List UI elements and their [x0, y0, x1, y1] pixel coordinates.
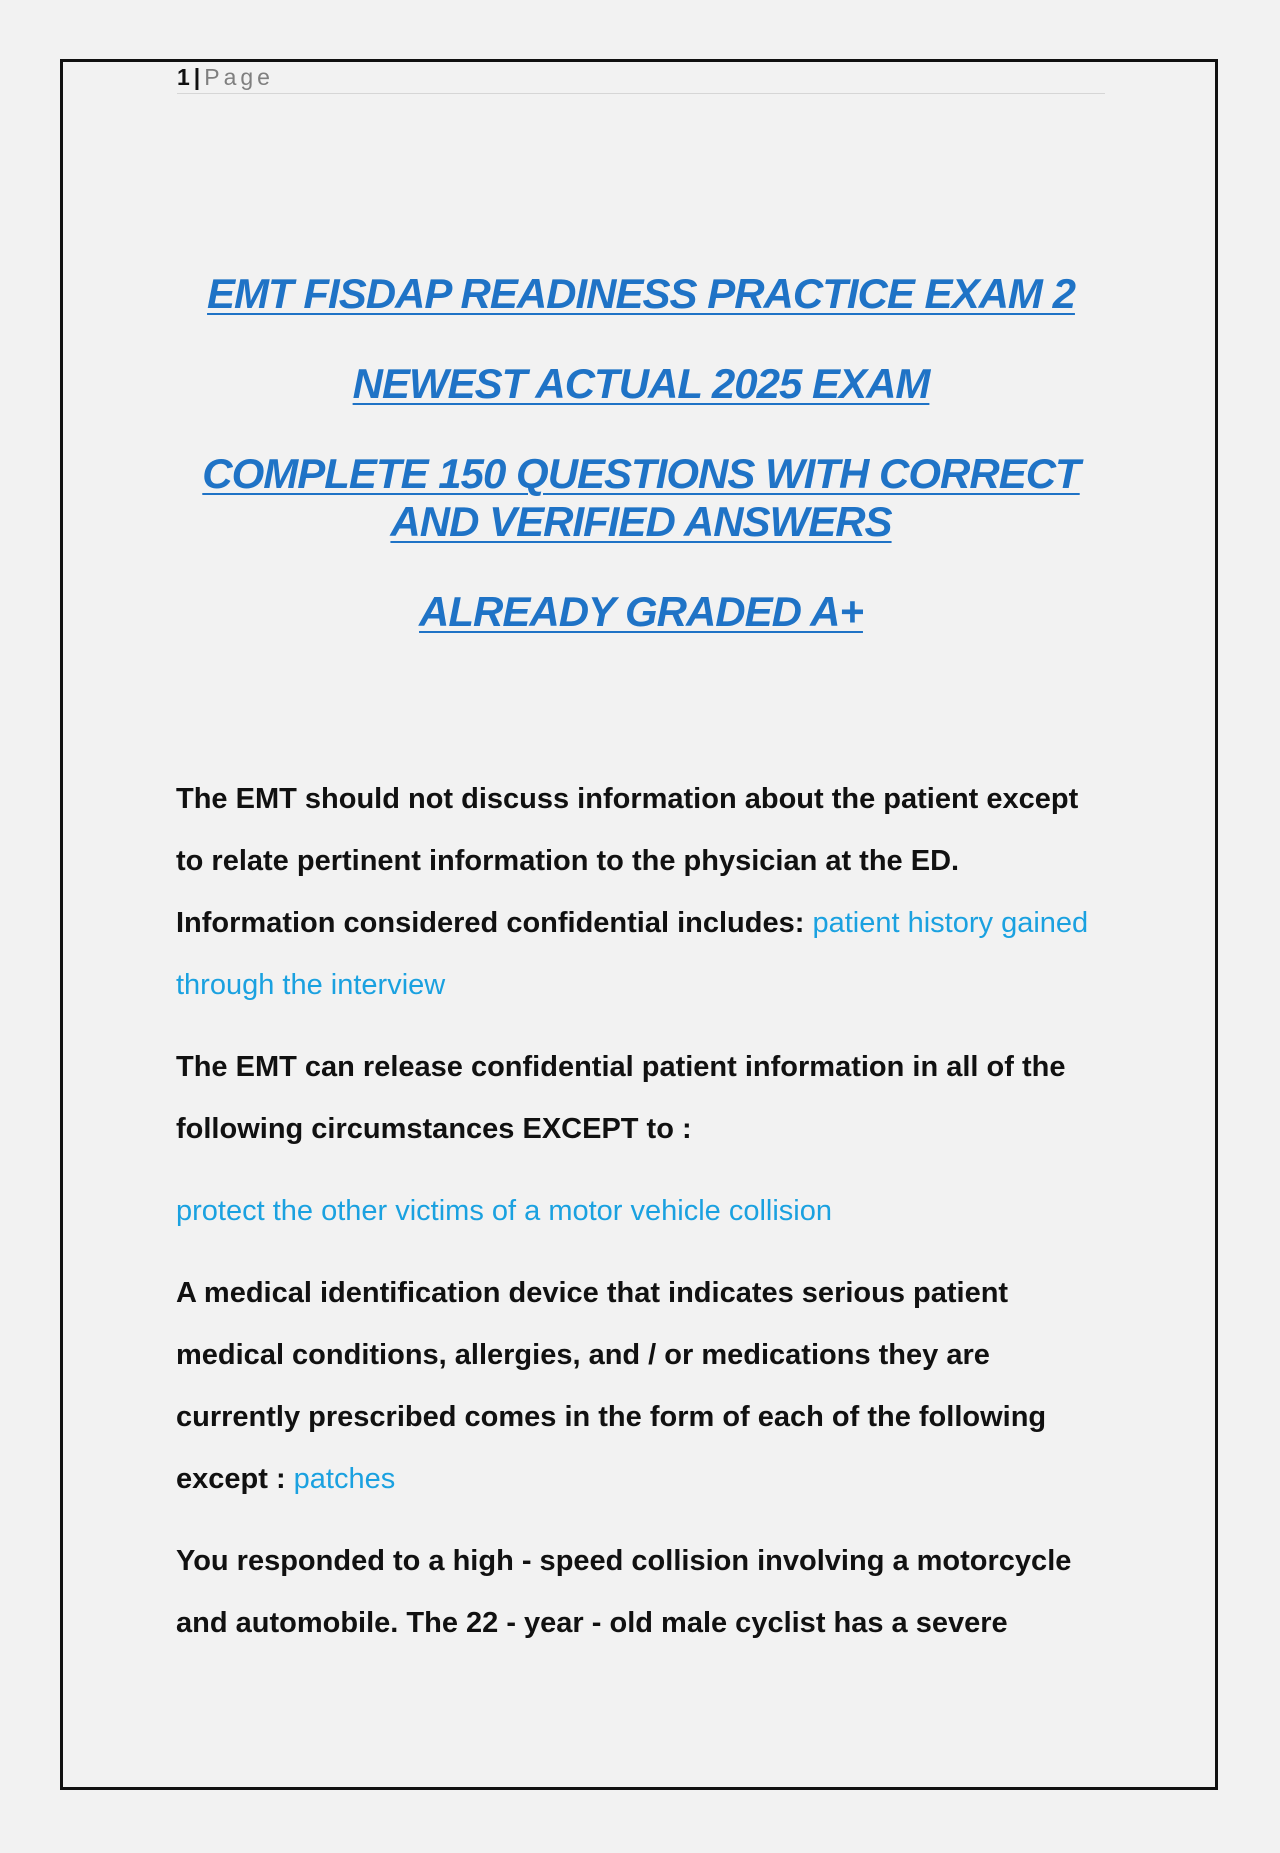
title-line-4: AND VERIFIED ANSWERS [390, 498, 892, 545]
page-header [177, 60, 1105, 94]
qa-item-4 [176, 1530, 1106, 1654]
title-line-5: ALREADY GRADED A+ [419, 588, 863, 635]
question-text: A medical identification device that indicates serious patient medical conditions, allergies, and / or medications they are currently prescribed comes in the form of each of the following except : [176, 1277, 1047, 1495]
question-text: You responded to a high - speed collision involving a motorcycle and automobile. The 22 - year - old male cyclist has a severe [176, 1545, 1072, 1639]
qa-item-1 [176, 768, 1106, 1016]
question-text: The EMT should not discuss information about the patient except to relate pertinent information to the physician at the ED. Information considered confidential includes: [176, 783, 1079, 939]
page-number: 1 [177, 64, 190, 90]
qa-item-3 [176, 1262, 1106, 1510]
answer-text: patient history gained through the interview [176, 907, 1089, 1001]
title-line-3: COMPLETE 150 QUESTIONS WITH CORRECT [202, 450, 1080, 497]
page-label: Page [204, 64, 274, 90]
answer-text: protect the other victims of a motor vehicle collision [176, 1195, 832, 1227]
answer-text: patches [293, 1463, 396, 1495]
questions-list [176, 768, 1106, 1674]
header-separator: | [193, 64, 201, 90]
qa-item-2 [176, 1036, 1106, 1160]
document-title [177, 270, 1105, 636]
title-line-2: NEWEST ACTUAL 2025 EXAM [352, 360, 930, 407]
question-text: The EMT can release confidential patient information in all of the following circumstances EXCEPT to : [176, 1051, 1066, 1145]
title-line-1: EMT FISDAP READINESS PRACTICE EXAM 2 [207, 270, 1075, 317]
